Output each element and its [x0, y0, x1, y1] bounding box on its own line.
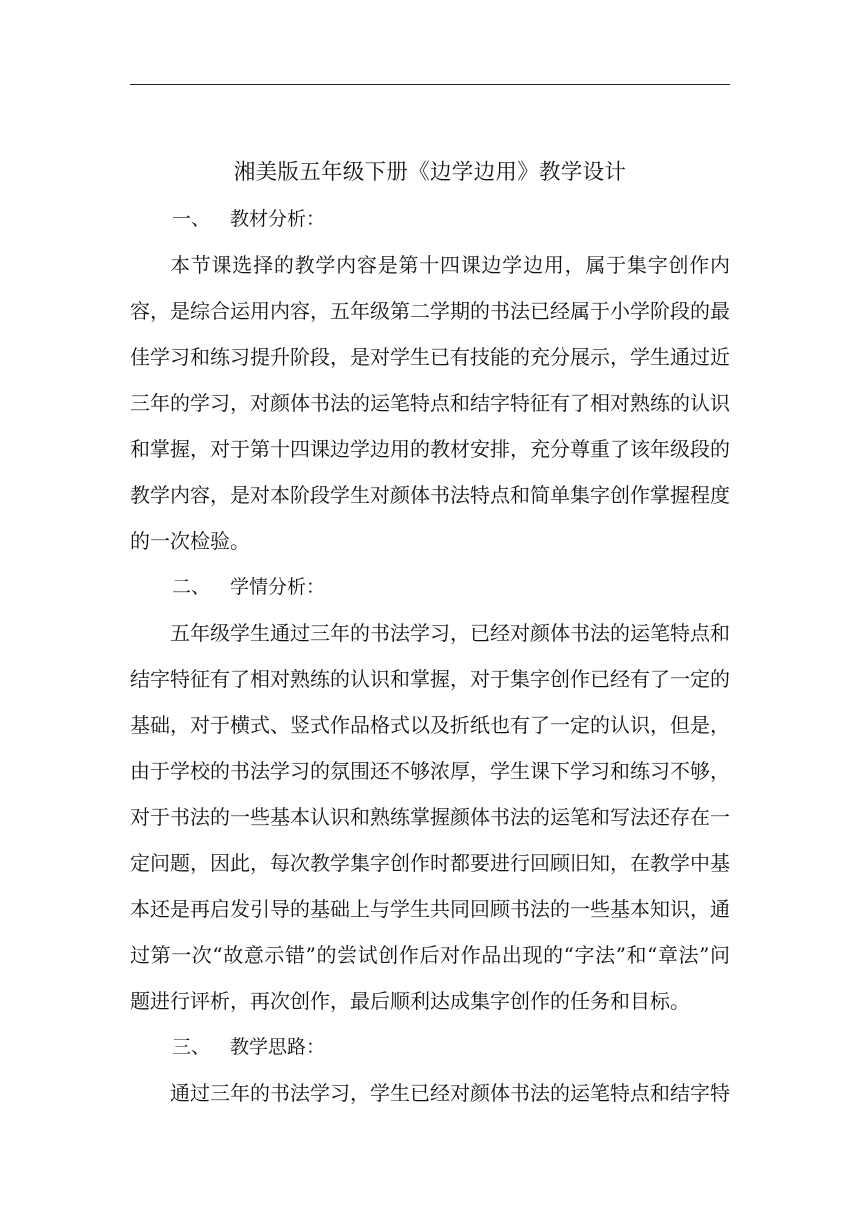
section-number: 三、: [172, 1036, 211, 1058]
document-body: [130, 150, 730, 1116]
section-paragraph-students: 五年级学生通过三年的书法学习，已经对颜体书法的运笔特点和结字特征有了相对熟练的认识和掌握，对于集字创作已经有了一定的基础，对于横式、竖式作品格式以及折纸也有了一定的认识，但是，由于学校的书法学习的氛围还不够浓厚，学生课下学习和练习不够，对于书法的一些基本认识和熟练掌握颜体书法的运笔和写法还存在一定问题，因此，每次教学集字创作时都要进行回顾旧知，在教学中基本还是再启发引导的基础上与学生共同回顾书法的一些基本知识，通过第一次“故意示错”的尝试创作后对作品出现的“字法”和“章法”问题进行评析，再次创作，最后顺利达成集字创作的任务和目标。: [130, 621, 730, 1013]
section-paragraph-approach: 通过三年的书法学习，学生已经对颜体书法的运笔特点和结字特: [170, 1081, 730, 1105]
section-paragraph-materials: 本节课选择的教学内容是第十四课边学边用，属于集字创作内容，是综合运用内容，五年级第二学期的书法已经属于小学阶段的最佳学习和练习提升阶段，是对学生已有技能的充分展示，学生通过近三年的学习，对颜体书法的运笔特点和结字特征有了相对熟练的认识和掌握，对于第十四课边学边用的教材安排，充分尊重了该年级段的教学内容，是对本阶段学生对颜体书法特点和简单集字创作掌握程度的一次检验。: [130, 253, 730, 553]
section-heading-text: 教学思路：: [230, 1036, 326, 1058]
section-heading-text: 教材分析：: [230, 208, 326, 230]
section-number: 一、: [172, 208, 211, 230]
header-rule: [130, 84, 730, 85]
section-heading-text: 学情分析：: [230, 576, 326, 598]
section-heading-approach: [130, 1024, 730, 1070]
section-heading-students: [130, 564, 730, 610]
section-heading-materials: [130, 196, 730, 242]
document-title: 湘美版五年级下册《边学边用》教学设计: [233, 160, 627, 185]
section-number: 二、: [172, 576, 211, 598]
